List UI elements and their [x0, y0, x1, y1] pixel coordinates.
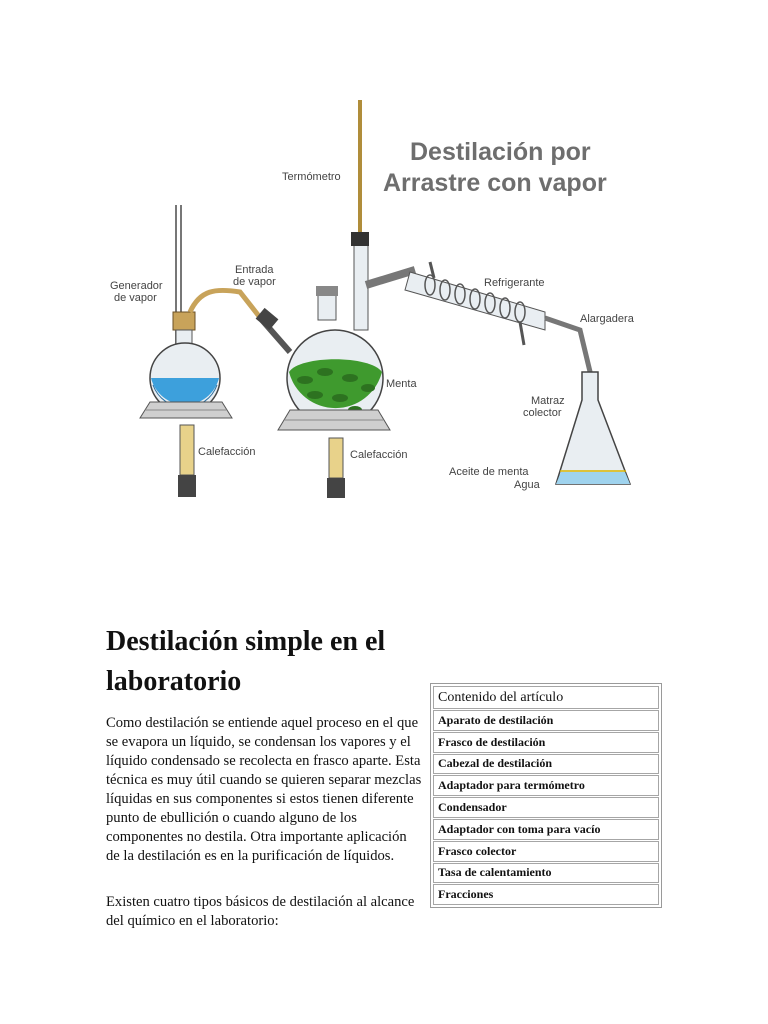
diagram-title-line1: Destilación por	[410, 138, 591, 166]
toc-item[interactable]: Aparato de destilación	[433, 710, 659, 731]
toc-item[interactable]: Adaptador para termómetro	[433, 775, 659, 796]
label-matraz-2: colector	[523, 407, 562, 419]
label-termometro: Termómetro	[282, 171, 341, 183]
label-matraz-1: Matraz	[531, 395, 565, 407]
toc-title: Contenido del artículo	[433, 686, 659, 709]
article-paragraph-1: Como destilación se entiende aquel proceso en el que se evapora un líquido, se condensan los vapores y el líquido condensado se recolecta en frasco aparte. Esta técnica es muy útil cuando se quieren separar mezclas líquidas en sus componentes si estos tienen diferente punto de ebullición o cuando alguno de los componentes no destila. Otra importante aplicación de la destilación es en la purificación de líquidos.	[106, 715, 422, 864]
toc-item[interactable]: Condensador	[433, 797, 659, 818]
label-refrigerante: Refrigerante	[484, 277, 545, 289]
article-paragraph-2: Existen cuatro tipos básicos de destilación al alcance del químico en el laboratorio:	[106, 894, 415, 929]
toc-item[interactable]: Cabezal de destilación	[433, 754, 659, 775]
toc-item[interactable]: Fracciones	[433, 884, 659, 905]
article-heading: Destilación simple en el laboratorio	[106, 626, 386, 697]
steam-generator	[150, 205, 262, 413]
toc-item[interactable]: Adaptador con toma para vacío	[433, 819, 659, 840]
table-of-contents	[430, 683, 662, 908]
diagram-title-line2: Arrastre con vapor	[383, 169, 607, 197]
label-menta: Menta	[386, 378, 417, 390]
collection-flask	[556, 372, 630, 484]
label-agua: Agua	[514, 479, 540, 491]
label-calefaccion-right: Calefacción	[350, 449, 408, 461]
toc-item[interactable]: Frasco colector	[433, 841, 659, 862]
label-entrada-1: Entrada	[235, 264, 274, 276]
label-alargadera: Alargadera	[580, 313, 634, 325]
label-aceite: Aceite de menta	[449, 466, 529, 478]
label-generador-2: de vapor	[114, 292, 157, 304]
label-entrada-2: de vapor	[233, 276, 276, 288]
toc-item[interactable]: Frasco de destilación	[433, 732, 659, 753]
toc-item[interactable]: Tasa de calentamiento	[433, 863, 659, 884]
label-generador-1: Generador	[110, 280, 163, 292]
label-calefaccion-left: Calefacción	[198, 446, 256, 458]
